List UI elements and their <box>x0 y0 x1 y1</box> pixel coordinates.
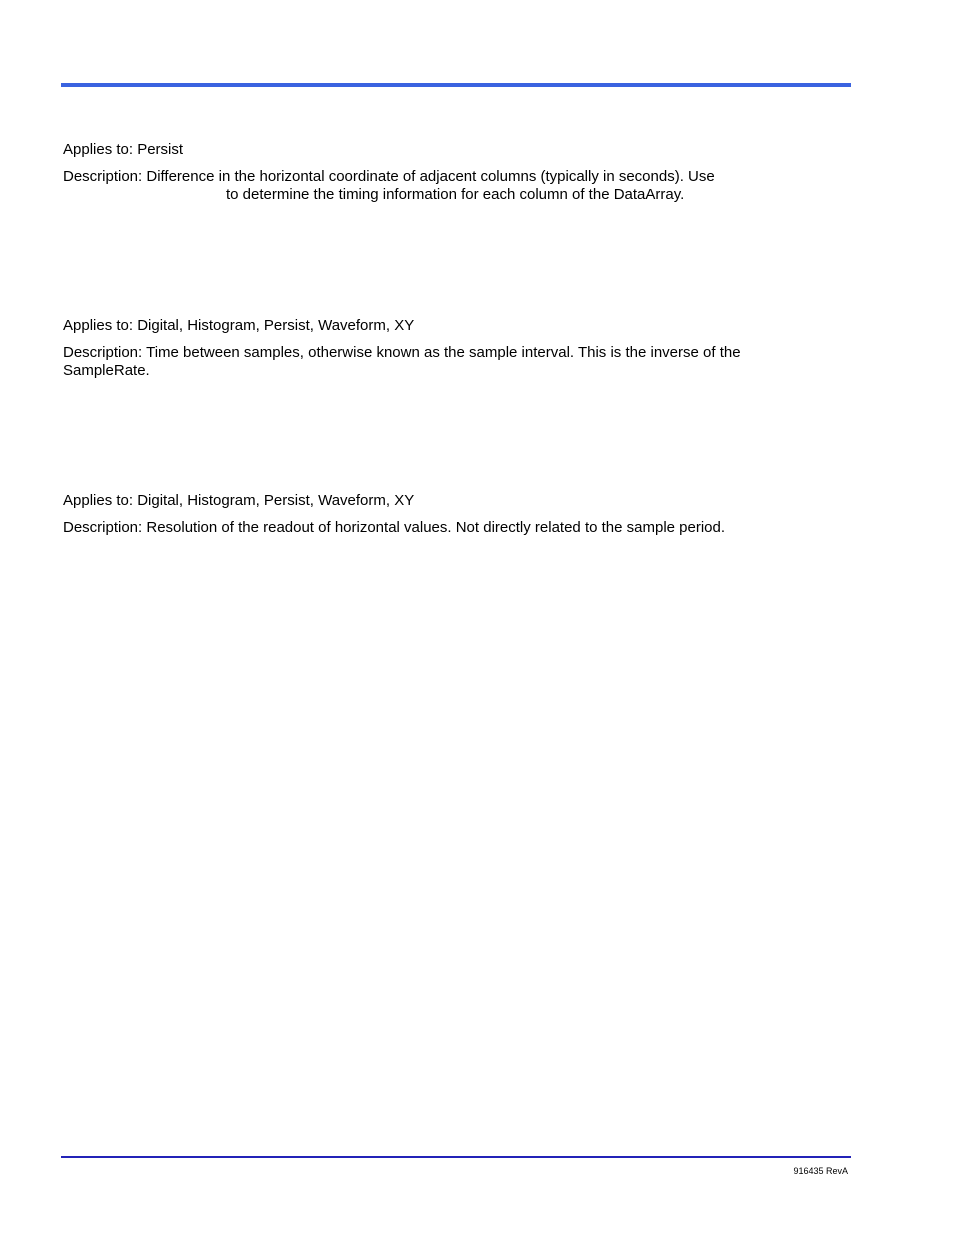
property-entry-3 <box>63 492 783 537</box>
applies-to-text: Applies to: Digital, Histogram, Persist, Waveform, XY <box>63 492 415 509</box>
applies-to-text: Applies to: Persist <box>63 141 184 158</box>
description-text: Description: Difference in the horizontal coordinate of adjacent columns (typically in seconds). Use <box>63 168 715 185</box>
description-text: Description: Time between samples, otherwise known as the sample interval. This is the inverse of the <box>63 344 741 361</box>
property-entry-1 <box>63 141 783 204</box>
document-number: 916435 RevA <box>793 1166 848 1176</box>
description-text-continued: to determine the timing information for each column of the DataArray. <box>226 186 685 203</box>
header-rule <box>61 83 851 87</box>
applies-to-text: Applies to: Digital, Histogram, Persist, Waveform, XY <box>63 317 415 334</box>
description-text-continued: SampleRate. <box>63 362 150 379</box>
property-entry-2 <box>63 317 783 380</box>
description-text: Description: Resolution of the readout of horizontal values. Not directly related to the sample period. <box>63 519 726 536</box>
footer-rule <box>61 1156 851 1158</box>
